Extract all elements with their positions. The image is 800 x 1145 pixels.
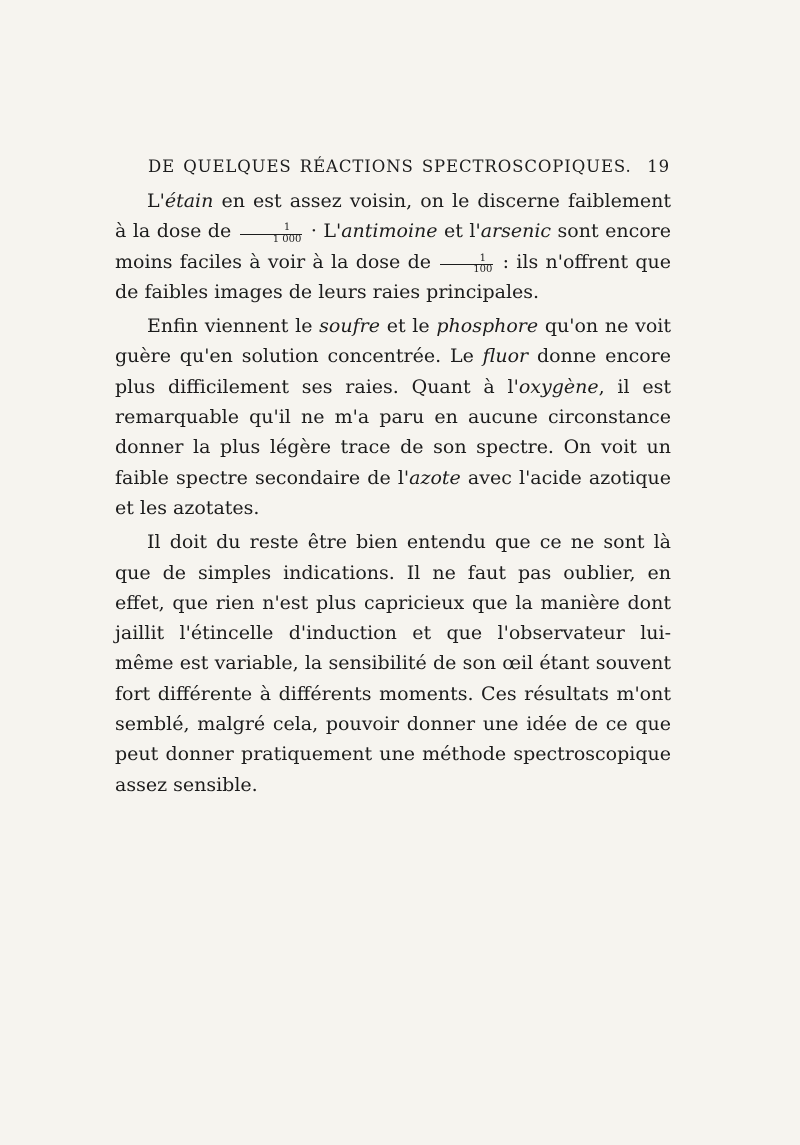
page-number: 19 xyxy=(647,157,670,176)
italic-term: antimoine xyxy=(341,220,438,243)
text-run: Il doit du reste être bien entendu que ce ne sont là que de simples indications. Il ne faut pas oublier, en effet, que rien n'est plus capricieux que la manière dont jaillit l'étincelle d'induction et que l'observateur lui-même est variable, la sensibilité de son œil étant souvent fort différente à différents moments. Ces résultats m'ont semblé, malgré cela, pouvoir donner une idée de ce que peut donner pratiquement une méthode spectroscopique assez sensible. xyxy=(115,531,671,796)
italic-term: soufre xyxy=(319,315,380,338)
fraction-numerator: 1 xyxy=(440,254,493,266)
text-run: · L' xyxy=(304,220,342,243)
text-run: avec l'acide azotique et les azotates. xyxy=(115,466,672,519)
paragraph-2 xyxy=(115,311,671,523)
paragraph-3 xyxy=(115,527,671,800)
italic-term: oxygène xyxy=(518,375,599,398)
paragraph-1 xyxy=(115,186,671,307)
body-text xyxy=(115,186,671,800)
text-run: L' xyxy=(147,190,165,212)
running-title: DE QUELQUES RÉACTIONS SPECTROSCOPIQUES. xyxy=(148,157,632,176)
fraction xyxy=(440,254,493,276)
text-run: sont encore moins faciles à voir à la dose de xyxy=(115,220,671,273)
text-run: et le xyxy=(379,315,437,338)
running-header xyxy=(148,157,670,176)
text-run: Enfin viennent le xyxy=(147,315,320,338)
italic-term: azote xyxy=(409,466,461,489)
fraction xyxy=(240,223,303,245)
text-run: et l' xyxy=(437,220,481,243)
fraction-numerator: 1 xyxy=(240,223,303,235)
text-run: : ils n'offrent que de faibles images de leurs raies principales. xyxy=(115,250,671,303)
italic-term: phosphore xyxy=(436,315,539,338)
fraction-denominator: 1 000 xyxy=(272,233,302,245)
text-run: en est assez voisin, on le discerne faiblement à la dose de xyxy=(115,190,671,243)
text-run: qu'on ne voit guère qu'en solution concentrée. Le xyxy=(115,315,671,368)
text-run: , il est remarquable qu'il ne m'a paru en aucune circonstance donner la plus légère trace de son spectre. On voit un faible spectre secondaire de l' xyxy=(115,375,671,489)
italic-term: arsenic xyxy=(480,220,552,243)
fraction-denominator: 100 xyxy=(473,264,493,276)
italic-term: étain xyxy=(164,190,214,212)
text-run: donne encore plus difficilement ses raies. Quant à l' xyxy=(115,345,671,398)
italic-term: fluor xyxy=(482,345,529,368)
